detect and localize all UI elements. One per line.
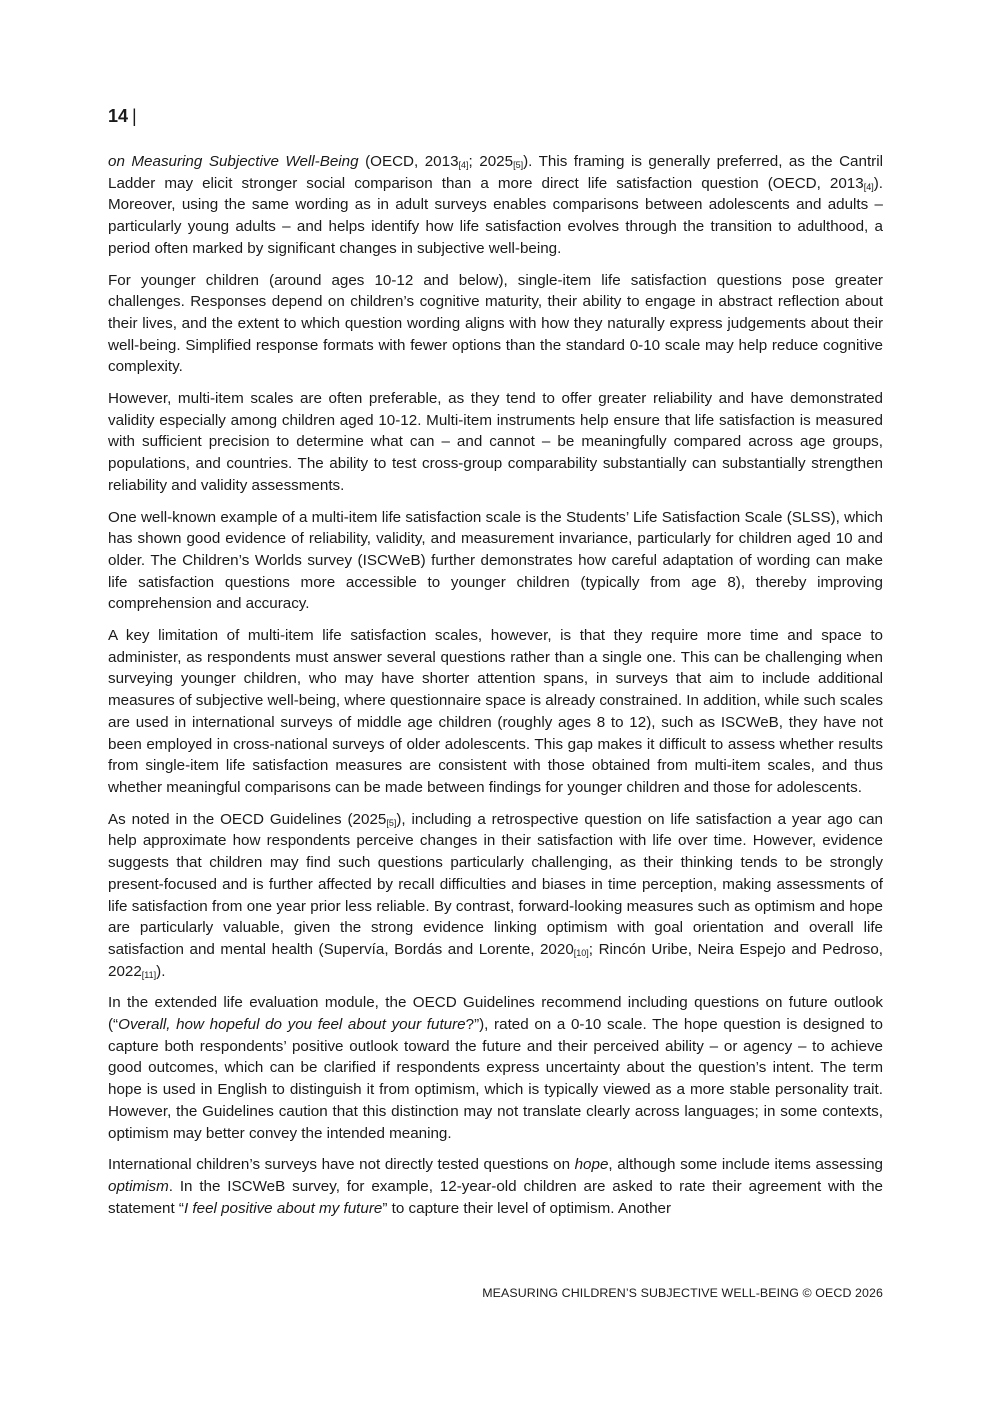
reference-4: [4]	[863, 181, 874, 192]
paragraph-6	[108, 809, 883, 983]
paragraph-7-text: In the extended life evaluation module, the OECD Guidelines recommend including questions on future outlook (“	[108, 994, 883, 1034]
hope-question: Overall, how hopeful do you feel about your future	[118, 1016, 466, 1034]
paragraph-1-text: ). This framing is generally preferred, as the Cantril Ladder may elicit stronger social comparison than a more direct life satisfaction question (OECD, 2013	[108, 153, 883, 192]
paragraph-8-text: International children’s surveys have not directly tested questions on	[108, 1156, 575, 1174]
body-text	[108, 151, 883, 1229]
paragraph-3: However, multi-item scales are often preferable, as they tend to offer greater reliability and have demonstrated validity especially among children aged 10-12. Multi-item instruments help ensure that life satisfaction is measured with sufficient precision to determine what can – and cannot – be meaningfully compared across age groups, populations, and countries. The ability to test cross-group comparability substantially can substantially strengthen reliability and validity assessments.	[108, 390, 883, 494]
paragraph-8-text: , although some include items assessing	[608, 1156, 883, 1174]
paragraph-8	[108, 1154, 883, 1219]
page-number: 14	[108, 106, 129, 126]
paragraph-8-text: ” to capture their level of optimism. Another	[382, 1199, 672, 1217]
header-separator: |	[132, 106, 137, 126]
paragraph-6-text: ), including a retrospective question on life satisfaction a year ago can help approximate how respondents perceive changes in their satisfaction with life over time. However, evidence suggests that children may find such questions particularly challenging, as their thinking tends to be strongly present-focused and is further affected by recall difficulties and biases in time perception, making assessments of life satisfaction from one year prior less reliable. By contrast, forward-looking measures such as optimism and hope are particularly valuable, given the strong evidence linking optimism with goal orientation and overall life satisfaction and mental health (Supervía, Bordás and Lorente, 2020	[108, 810, 883, 958]
emphasis-optimism: optimism	[108, 1177, 169, 1195]
reference-11: [11]	[141, 969, 157, 980]
reference-10: [10]	[573, 947, 589, 958]
paragraph-2: For younger children (around ages 10-12 and below), single-item life satisfaction questions pose greater challenges. Responses depend on children’s cognitive maturity, their ability to engage in abstract reflection about their lives, and the extent to which question wording aligns with how they naturally express judgements about their well-being. Simplified response formats with fewer options than the standard 0-10 scale may help reduce cognitive complexity.	[108, 271, 883, 376]
paragraph-1	[108, 151, 883, 260]
paragraph-7	[108, 992, 883, 1144]
reference-4: [4]	[458, 160, 469, 170]
paragraph-6-text: ; Rincón Uribe, Neira Espejo and Pedroso, 2022	[108, 940, 884, 980]
reference-5: [5]	[386, 817, 397, 828]
publication-title: on Measuring Subjective Well-Being	[108, 153, 359, 170]
page-header	[108, 104, 137, 128]
paragraph-1-text: ). Moreover, using the same wording as in adult surveys enables comparisons between adolescents and adults – particularly young adults – and helps identify how life satisfaction evolves through the transition to adulthood, a period often marked by significant changes in subjective well-being.	[108, 174, 883, 257]
paragraph-6-text: As noted in the OECD Guidelines (2025	[108, 810, 387, 828]
paragraph-4: One well-known example of a multi-item life satisfaction scale is the Students’ Life Satisfaction Scale (SLSS), which has shown good evidence of reliability, validity, and measurement invariance, particularly for children aged 10 and older. The Children’s Worlds survey (ISCWeB) further demonstrates how careful adaptation of wording can make life satisfaction questions more accessible to younger children (typically from age 8), thereby improving comprehension and accuracy.	[108, 508, 883, 613]
paragraph-1-text: (OECD, 2013	[358, 153, 459, 170]
reference-5: [5]	[513, 160, 524, 170]
emphasis-hope: hope	[574, 1156, 609, 1174]
paragraph-1-text: ; 2025	[468, 153, 514, 170]
paragraph-7-text: ?”), rated on a 0-10 scale. The hope question is designed to capture both respondents’ positive outlook toward the future and their perceived ability – or agency – to achieve good outcomes, which can be clarified if respondents express uncertainty about the question’s intent. The term hope is used in English to distinguish it from optimism, which is typically viewed as a more stable personality trait. However, the Guidelines caution that this distinction may not translate clearly across languages; in some contexts, optimism may better convey the intended meaning.	[108, 1016, 884, 1142]
paragraph-5: A key limitation of multi-item life satisfaction scales, however, is that they require more time and space to administer, as respondents must answer several questions rather than a single one. This can be challenging when surveying younger children, who may have shorter attention spans, in surveys that aim to include additional measures of subjective well-being, where questionnaire space is already constrained. In addition, while such scales are used in international surveys of middle age children (roughly ages 8 to 12), such as ISCWeB, they have not been employed in cross-national surveys of older adolescents. This gap makes it difficult to assess whether results from single-item life satisfaction measures are consistent with those obtained from multi-item scales, and thus whether meaningful comparisons can be made between findings for younger children and those for adolescents.	[108, 627, 883, 796]
page-footer: MEASURING CHILDREN’S SUBJECTIVE WELL-BEING © OECD 2026	[482, 1286, 883, 1300]
paragraph-6-text: ).	[156, 962, 166, 980]
optimism-statement: I feel positive about my future	[183, 1199, 383, 1217]
paragraph-8-text: . In the ISCWeB survey, for example, 12-year-old children are asked to rate their agreement with the statement “	[108, 1177, 883, 1217]
